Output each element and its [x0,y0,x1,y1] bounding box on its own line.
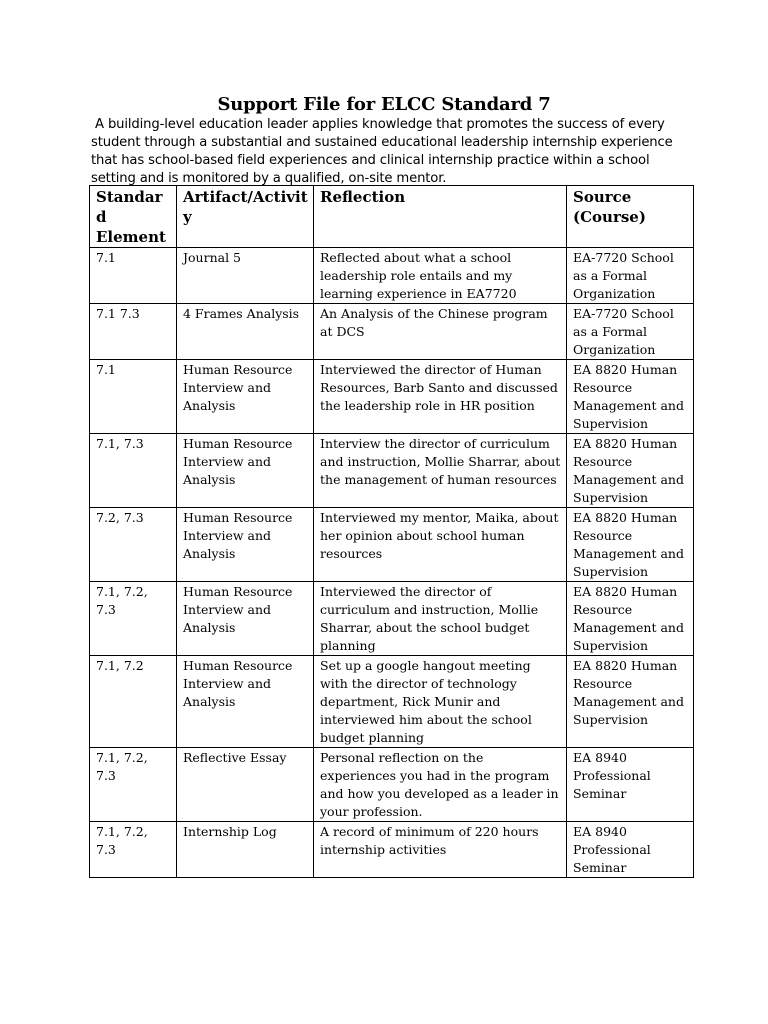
cell-reflection: Interview the director of curriculum and instruction, Mollie Sharrar, about the management of human resources [314,434,567,508]
cell-reflection: Personal reflection on the experiences you had in the program and how you developed as a leader in your profession. [314,748,567,822]
cell-standard: 7.1, 7.2, 7.3 [90,582,177,656]
table-header-row [90,186,694,248]
cell-reflection: Reflected about what a school leadership role entails and my learning experience in EA7720 [314,248,567,304]
header-standard-element: Standard Element [90,186,177,248]
cell-source: EA 8940 Professional Seminar [567,822,694,878]
cell-reflection: A record of minimum of 220 hours internship activities [314,822,567,878]
cell-source: EA 8940 Professional Seminar [567,748,694,822]
cell-standard: 7.1 [90,248,177,304]
table-row [90,822,694,878]
cell-standard: 7.1, 7.2 [90,656,177,748]
header-artifact-activity: Artifact/Activity [177,186,314,248]
cell-reflection: Interviewed my mentor, Maika, about her opinion about school human resources [314,508,567,582]
cell-artifact: Human Resource Interview and Analysis [177,656,314,748]
header-reflection: Reflection [314,186,567,248]
table-row [90,748,694,822]
cell-standard: 7.1, 7.3 [90,434,177,508]
cell-source: EA 8820 Human Resource Management and Supervision [567,508,694,582]
cell-reflection: Set up a google hangout meeting with the director of technology department, Rick Munir and interviewed him about the school budget planning [314,656,567,748]
cell-source: EA-7720 School as a Formal Organization [567,248,694,304]
cell-reflection: Interviewed the director of Human Resources, Barb Santo and discussed the leadership role in HR position [314,360,567,434]
cell-standard: 7.1, 7.2, 7.3 [90,822,177,878]
cell-reflection: An Analysis of the Chinese program at DCS [314,304,567,360]
table-row [90,582,694,656]
cell-source: EA 8820 Human Resource Management and Supervision [567,582,694,656]
standard-description [91,116,691,188]
cell-artifact: 4 Frames Analysis [177,304,314,360]
table-row [90,434,694,508]
table-row [90,508,694,582]
page-title: Support File for ELCC Standard 7 [217,94,551,115]
cell-artifact: Internship Log [177,822,314,878]
cell-artifact: Human Resource Interview and Analysis [177,434,314,508]
table-row [90,656,694,748]
cell-artifact: Human Resource Interview and Analysis [177,360,314,434]
cell-standard: 7.2, 7.3 [90,508,177,582]
cell-standard: 7.1 [90,360,177,434]
cell-artifact: Human Resource Interview and Analysis [177,508,314,582]
artifact-table [89,185,694,878]
table-row [90,304,694,360]
cell-source: EA 8820 Human Resource Management and Supervision [567,434,694,508]
standard-description-text: A building-level education leader applies knowledge that promotes the success of every student through a substantial and sustained educational leadership internship experience that has school-based field experiences and clinical internship practice within a school setting and is monitored by a qualified, on-site mentor. [91,117,673,186]
cell-reflection: Interviewed the director of curriculum and instruction, Mollie Sharrar, about the school budget planning [314,582,567,656]
cell-source: EA 8820 Human Resource Management and Supervision [567,360,694,434]
cell-standard: 7.1 7.3 [90,304,177,360]
header-source-course: Source (Course) [567,186,694,248]
cell-source: EA 8820 Human Resource Management and Supervision [567,656,694,748]
cell-standard: 7.1, 7.2, 7.3 [90,748,177,822]
table-row [90,248,694,304]
cell-source: EA-7720 School as a Formal Organization [567,304,694,360]
cell-artifact: Reflective Essay [177,748,314,822]
table-row [90,360,694,434]
cell-artifact: Journal 5 [177,248,314,304]
cell-artifact: Human Resource Interview and Analysis [177,582,314,656]
